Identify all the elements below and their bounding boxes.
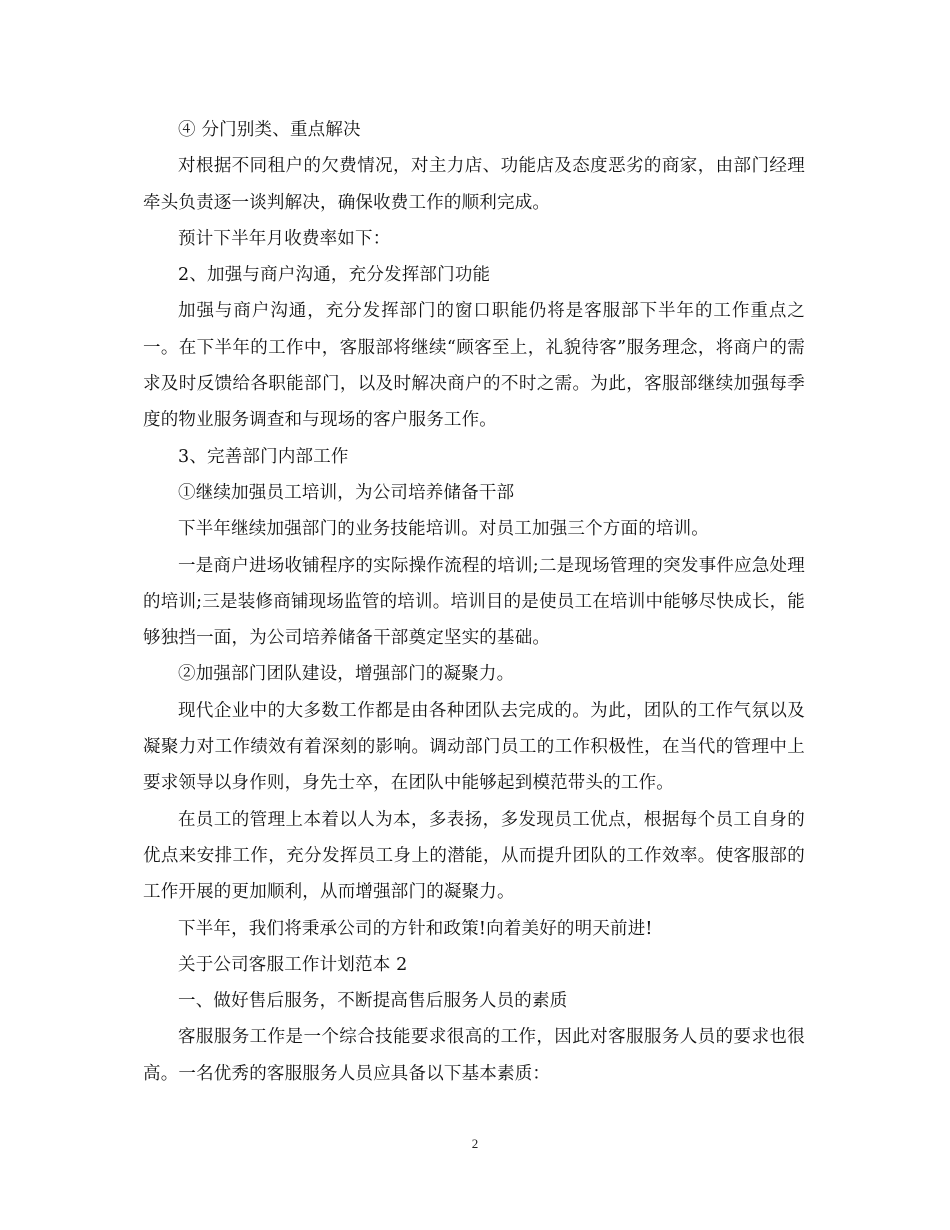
paragraph-training-intro: 下半年继续加强部门的业务技能培训。对员工加强三个方面的培训。 — [178, 519, 709, 540]
page-number: 2 — [471, 1136, 479, 1151]
subheading-staff-training: ①继续加强员工培训，为公司培养储备干部 — [178, 482, 515, 503]
document-body — [143, 112, 805, 1092]
paragraph-staff-management: 在员工的管理上本着以人为本，多表扬，多发现员工优点，根据每个员工自身的优点来安排工作，充分发挥员工身上的潜能，从而提升团队的工作效率。使客服部的工作开展的更加顺利，从而增强部门的凝聚力。 — [143, 809, 805, 903]
paragraph-merchant-communication: 加强与商户沟通，充分发挥部门的窗口职能仍将是客服部下半年的工作重点之一。在下半年的工作中，客服部将继续“顾客至上，礼貌待客”服务理念，将商户的需求及时反馈给各职能部门，以及时解决商户的不时之需。为此，客服部继续加强每季度的物业服务调查和与现场的客户服务工作。 — [143, 301, 805, 431]
section-heading-merchant-communication: 2、加强与商户沟通，充分发挥部门功能 — [178, 265, 491, 286]
section-heading-internal-work: 3、完善部门内部工作 — [178, 446, 349, 467]
paragraph-closing-statement: 下半年，我们将秉承公司的方针和政策!向着美好的明天前进! — [178, 918, 653, 939]
paragraph-fee-rate-forecast: 预计下半年月收费率如下： — [178, 228, 391, 249]
section-heading-after-sales: 一、做好售后服务，不断提高售后服务人员的素质 — [178, 991, 568, 1012]
paragraph-arrears-negotiation: 对根据不同租户的欠费情况，对主力店、功能店及态度恶劣的商家，由部门经理牵头负责逐一谈判解决，确保收费工作的顺利完成。 — [143, 156, 805, 213]
paragraph-training-details: 一是商户进场收铺程序的实际操作流程的培训;二是现场管理的突发事件应急处理的培训;三是装修商铺现场监管的培训。培训目的是使员工在培训中能够尽快成长，能够独挡一面，为公司培养储备干部奠定坚实的基础。 — [143, 555, 805, 649]
paragraph-service-requirements: 客服服务工作是一个综合技能要求很高的工作，因此对客服服务人员的要求也很高。一名优秀的客服服务人员应具备以下基本素质： — [143, 1027, 805, 1084]
paragraph-team-atmosphere: 现代企业中的大多数工作都是由各种团队去完成的。为此，团队的工作气氛以及凝聚力对工作绩效有着深刻的影响。调动部门员工的工作积极性，在当代的管理中上要求领导以身作则，身先士卒，在团队中能够起到模范带头的工作。 — [143, 700, 805, 794]
section-heading-categorize: ④ 分门别类、重点解决 — [178, 120, 361, 140]
subheading-team-building: ②加强部门团队建设，增强部门的凝聚力。 — [178, 664, 515, 685]
document-subtitle-sample-2: 关于公司客服工作计划范本 2 — [178, 954, 408, 975]
